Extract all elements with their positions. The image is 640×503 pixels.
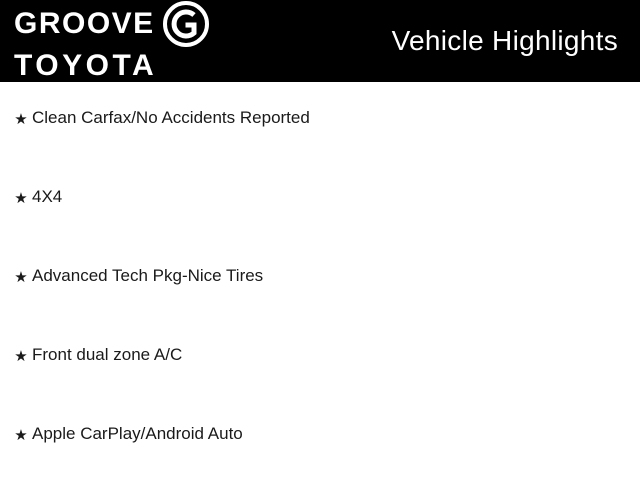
dealer-logo-top-row: [14, 1, 209, 47]
star-bullet-icon: ★: [14, 427, 28, 444]
page-header: [0, 0, 640, 82]
highlight-label: Advanced Tech Pkg-Nice Tires: [32, 266, 264, 285]
highlight-label: Apple CarPlay/Android Auto: [32, 424, 243, 443]
star-bullet-icon: ★: [14, 190, 28, 207]
highlight-label: Front dual zone A/C: [32, 345, 183, 364]
list-item: [0, 424, 640, 503]
groove-g-circle-logo-icon: [163, 1, 209, 47]
page-title: Vehicle Highlights: [391, 25, 618, 56]
highlight-label: 4X4: [32, 187, 63, 206]
dealer-logo: [14, 1, 209, 81]
star-bullet-icon: ★: [14, 269, 28, 286]
dealer-name-toyota: TOYOTA: [14, 49, 158, 82]
star-bullet-icon: ★: [14, 111, 28, 128]
list-item: [0, 345, 640, 424]
dealer-name-groove: GROOVE: [14, 7, 155, 40]
list-item: [0, 266, 640, 345]
star-bullet-icon: ★: [14, 348, 28, 365]
highlight-label: Clean Carfax/No Accidents Reported: [32, 108, 310, 127]
list-item: [0, 187, 640, 266]
highlights-list: [0, 82, 640, 503]
list-item: [0, 108, 640, 187]
